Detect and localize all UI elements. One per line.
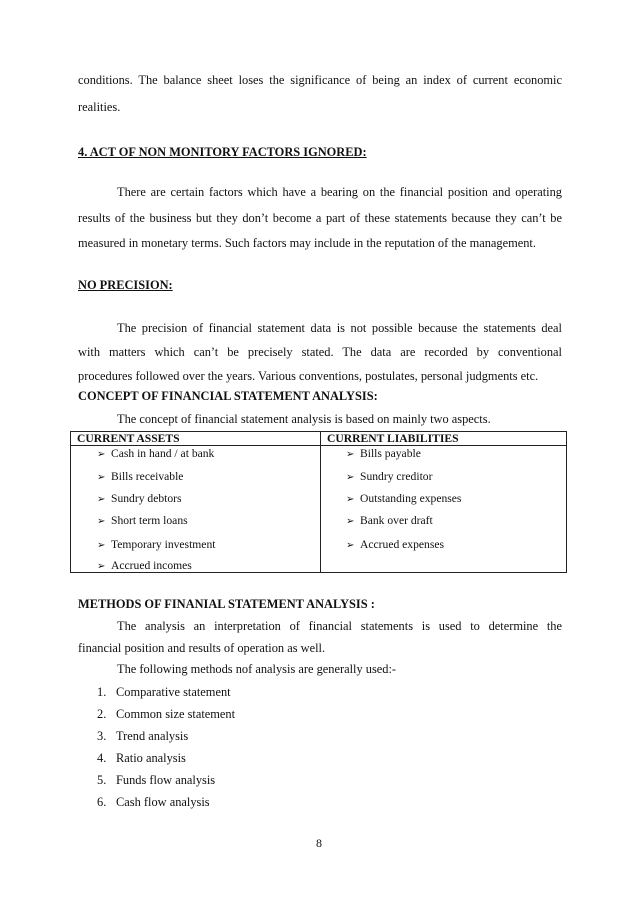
list-item: 3. Trend analysis bbox=[97, 729, 189, 743]
asset-item: ➢ Short term loans bbox=[97, 514, 188, 527]
section-heading: NO PRECISION: bbox=[78, 278, 173, 292]
assets-liabilities-table bbox=[70, 431, 567, 573]
paragraph-line: conditions. The balance sheet loses the significance of being an index of current economic bbox=[78, 73, 562, 87]
paragraph-line: realities. bbox=[78, 100, 121, 114]
asset-item: ➢ Sundry debtors bbox=[97, 492, 182, 505]
list-item: 1. Comparative statement bbox=[97, 685, 231, 699]
current-assets-header: CURRENT ASSETS bbox=[77, 432, 180, 445]
arrow-bullet-icon: ➢ bbox=[97, 472, 106, 483]
paragraph-line: The following methods nof analysis are generally used:- bbox=[117, 662, 397, 676]
paragraph-line: financial position and results of operation as well. bbox=[78, 641, 326, 655]
asset-item: ➢ Accrued incomes bbox=[97, 559, 192, 572]
paragraph-line: The analysis an interpretation of financial statements is used to determine the bbox=[117, 619, 562, 633]
section-heading: CONCEPT OF FINANCIAL STATEMENT ANALYSIS: bbox=[78, 389, 378, 403]
paragraph-line: The precision of financial statement data is not possible because the statements deal bbox=[117, 321, 562, 335]
paragraph-line: There are certain factors which have a bearing on the financial position and operating bbox=[117, 185, 562, 199]
arrow-bullet-icon: ➢ bbox=[346, 540, 355, 551]
liability-item: ➢ Sundry creditor bbox=[346, 470, 433, 483]
arrow-bullet-icon: ➢ bbox=[97, 561, 106, 572]
arrow-bullet-icon: ➢ bbox=[346, 449, 355, 460]
asset-item: ➢ Bills receivable bbox=[97, 470, 184, 483]
arrow-bullet-icon: ➢ bbox=[346, 494, 355, 505]
page-number: 8 bbox=[316, 836, 322, 850]
column-divider bbox=[320, 432, 321, 572]
paragraph-line: The concept of financial statement analysis is based on mainly two aspects. bbox=[117, 412, 491, 426]
arrow-bullet-icon: ➢ bbox=[97, 516, 106, 527]
list-item: 4. Ratio analysis bbox=[97, 751, 186, 765]
liability-item: ➢ Bills payable bbox=[346, 447, 421, 460]
paragraph-line: procedures followed over the years. Various conventions, postulates, personal judgments etc. bbox=[78, 369, 539, 383]
asset-item: ➢ Cash in hand / at bank bbox=[97, 447, 215, 460]
arrow-bullet-icon: ➢ bbox=[346, 516, 355, 527]
liability-item: ➢ Outstanding expenses bbox=[346, 492, 462, 505]
paragraph-line: with matters which can’t be precisely stated. The data are recorded by conventional bbox=[78, 345, 562, 359]
arrow-bullet-icon: ➢ bbox=[97, 494, 106, 505]
current-liabilities-header: CURRENT LIABILITIES bbox=[327, 432, 459, 445]
arrow-bullet-icon: ➢ bbox=[346, 472, 355, 483]
liability-item: ➢ Bank over draft bbox=[346, 514, 433, 527]
asset-item: ➢ Temporary investment bbox=[97, 538, 216, 551]
list-item: 5. Funds flow analysis bbox=[97, 773, 216, 787]
paragraph-line: measured in monetary terms. Such factors may include in the reputation of the management. bbox=[78, 236, 536, 250]
liability-item: ➢ Accrued expenses bbox=[346, 538, 445, 551]
arrow-bullet-icon: ➢ bbox=[97, 449, 106, 460]
section-heading: 4. ACT OF NON MONITORY FACTORS IGNORED: bbox=[78, 145, 367, 159]
list-item: 6. Cash flow analysis bbox=[97, 795, 210, 809]
arrow-bullet-icon: ➢ bbox=[97, 540, 106, 551]
paragraph-line: results of the business but they don’t become a part of these statements because they can’t be bbox=[78, 211, 562, 225]
section-heading: METHODS OF FINANIAL STATEMENT ANALYSIS : bbox=[78, 597, 375, 611]
list-item: 2. Common size statement bbox=[97, 707, 236, 721]
